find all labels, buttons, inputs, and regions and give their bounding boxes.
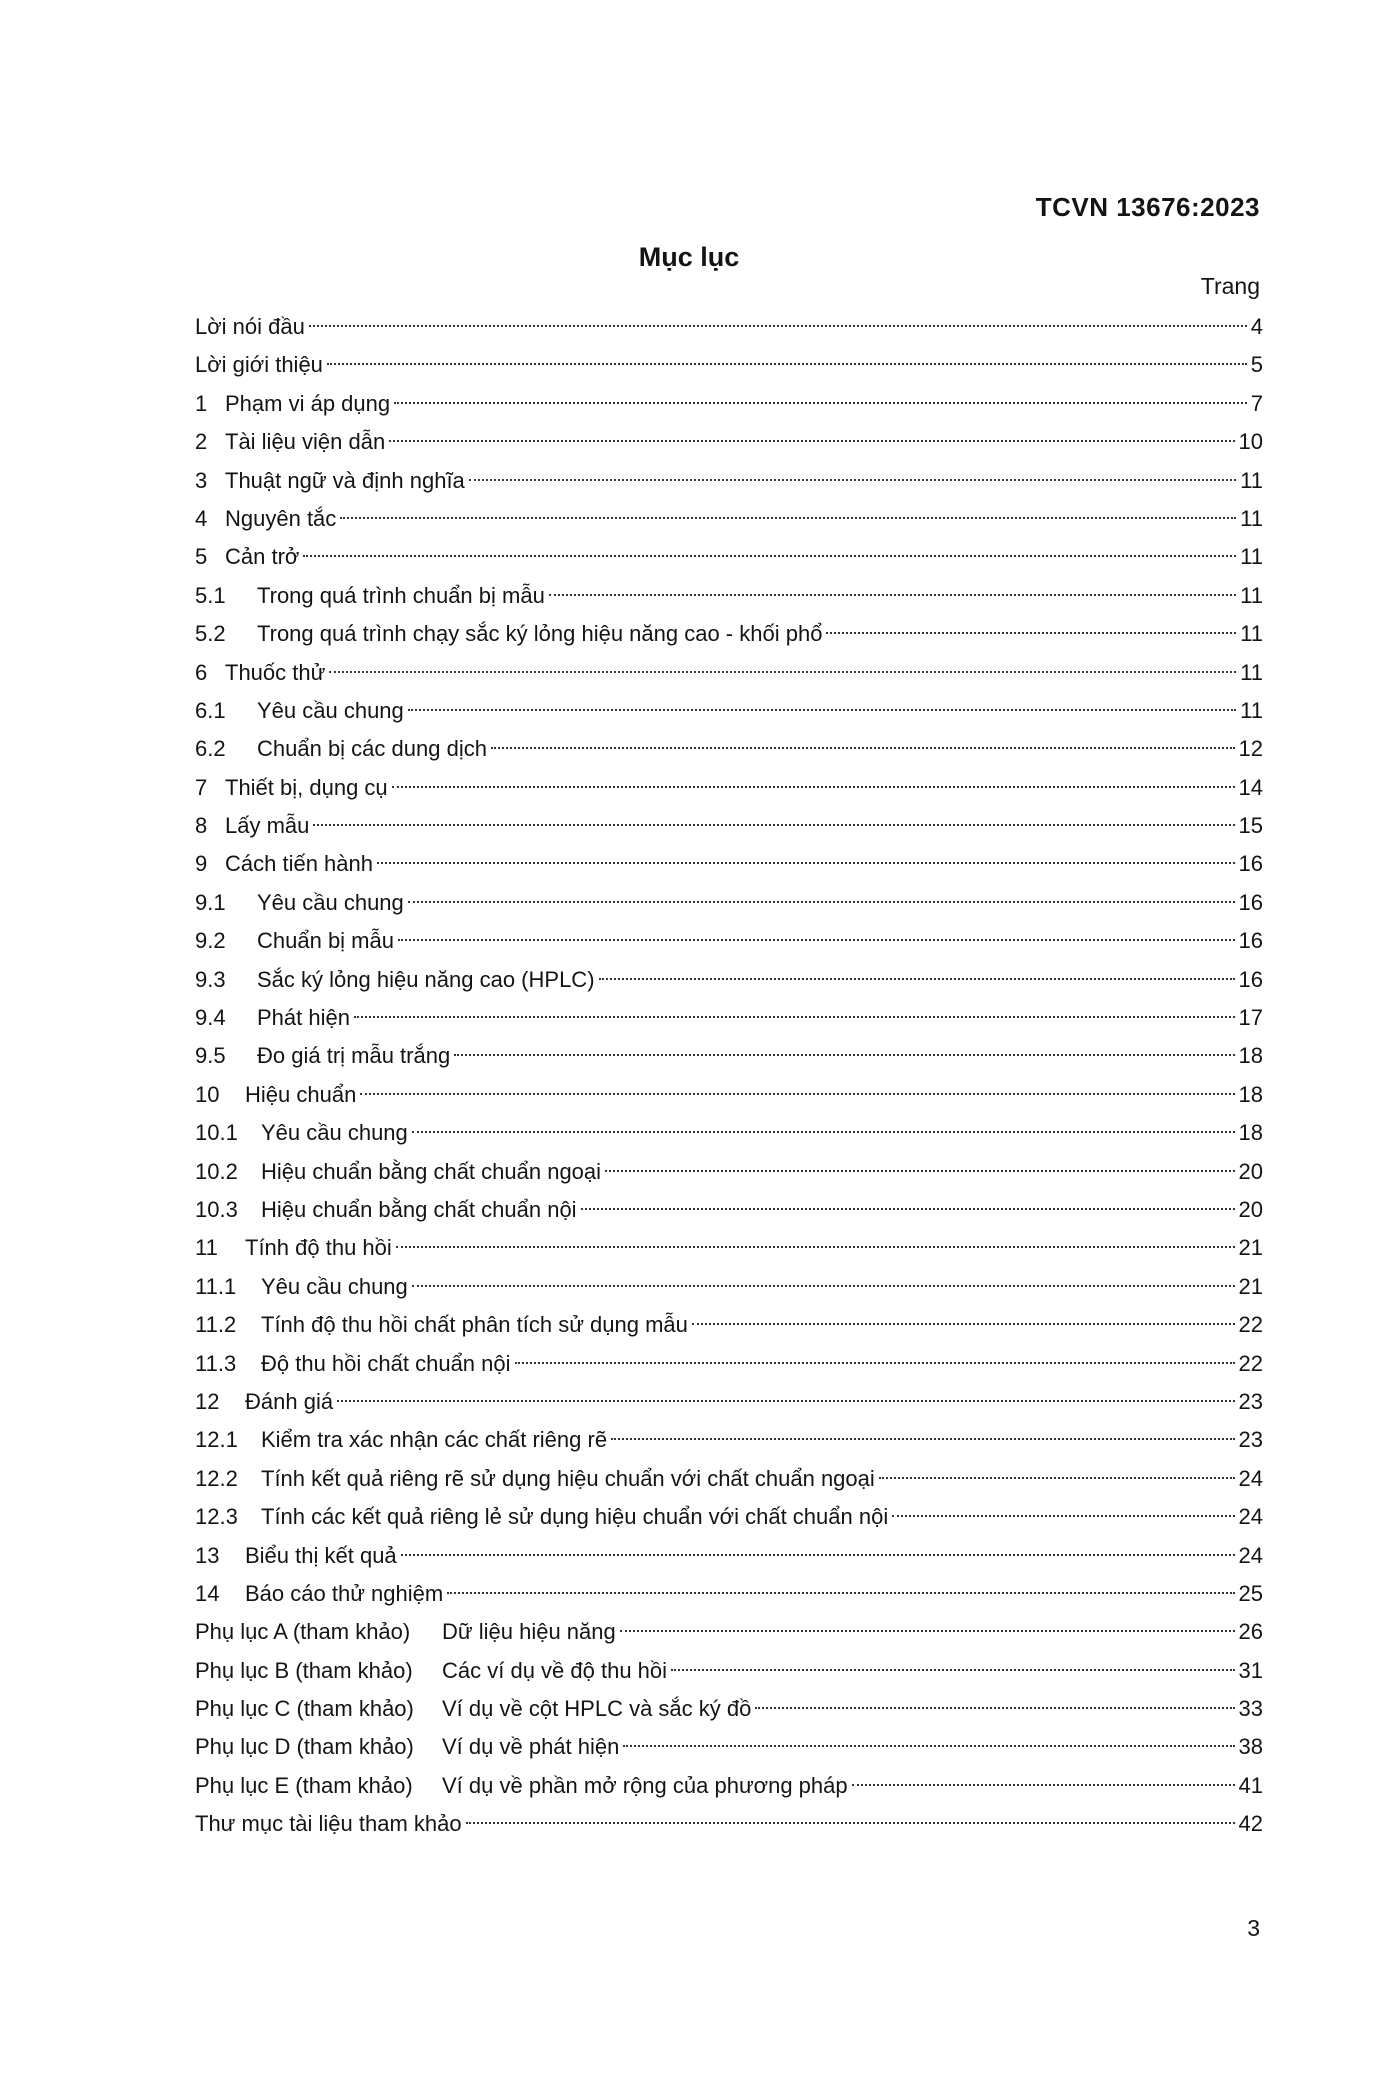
toc-dot-leader bbox=[549, 594, 1236, 596]
toc-entry bbox=[195, 1268, 1263, 1306]
toc-entry-number: Phụ lục E (tham khảo) bbox=[195, 1772, 413, 1798]
toc-dot-leader bbox=[826, 632, 1236, 634]
toc-entry bbox=[195, 1421, 1263, 1459]
toc-entry bbox=[195, 1037, 1263, 1075]
toc-dot-leader bbox=[327, 363, 1247, 365]
toc-entry bbox=[195, 577, 1263, 615]
toc-entry-page: 38 bbox=[1238, 1734, 1263, 1760]
toc-dot-leader bbox=[892, 1515, 1234, 1517]
toc-entry-page: 16 bbox=[1238, 889, 1263, 915]
toc-entry-label: Thuật ngữ và định nghĩa bbox=[225, 467, 465, 493]
toc-entry bbox=[195, 1652, 1263, 1690]
toc-entry bbox=[195, 999, 1263, 1037]
toc-entry-page: 11 bbox=[1240, 505, 1263, 531]
toc-entry-number: 6.2 bbox=[195, 736, 226, 762]
toc-entry-number: 14 bbox=[195, 1580, 220, 1606]
toc-entry-number: 11.2 bbox=[195, 1312, 237, 1338]
toc-entry bbox=[195, 807, 1263, 845]
toc-entry-number: 10 bbox=[195, 1081, 220, 1107]
toc-entry-label: Phát hiện bbox=[257, 1005, 350, 1031]
toc-entry-number: 8 bbox=[195, 813, 208, 839]
toc-entry-number: 4 bbox=[195, 505, 208, 531]
toc-dot-leader bbox=[599, 978, 1235, 980]
toc-entry-label: Nguyên tắc bbox=[225, 505, 337, 531]
toc-entry-label: Ví dụ về phát hiện bbox=[442, 1734, 620, 1760]
toc-entry-page: 12 bbox=[1238, 736, 1263, 762]
toc-entry-page: 24 bbox=[1238, 1504, 1263, 1530]
toc-entry-page: 11 bbox=[1240, 659, 1263, 685]
toc-entry-number: 10.1 bbox=[195, 1120, 238, 1146]
toc-entry-label: Yêu cầu chung bbox=[257, 697, 404, 723]
toc-entry-page: 18 bbox=[1238, 1120, 1263, 1146]
toc-dot-leader bbox=[377, 862, 1235, 864]
toc-entry bbox=[195, 385, 1263, 423]
toc-dot-leader bbox=[581, 1208, 1235, 1210]
toc-dot-leader bbox=[466, 1822, 1235, 1824]
toc-entry-page: 16 bbox=[1238, 966, 1263, 992]
toc-entry bbox=[195, 462, 1263, 500]
toc-entry-page: 20 bbox=[1238, 1196, 1263, 1222]
toc-entry-number: 7 bbox=[195, 774, 208, 800]
toc-dot-leader bbox=[879, 1477, 1235, 1479]
toc-entry-page: 24 bbox=[1238, 1542, 1263, 1568]
toc-entry-label: Đo giá trị mẫu trắng bbox=[257, 1043, 451, 1069]
toc-dot-leader bbox=[394, 402, 1247, 404]
toc-entry bbox=[195, 346, 1263, 384]
toc-entry bbox=[195, 1767, 1263, 1805]
toc-entry bbox=[195, 1728, 1263, 1766]
toc-entry-page: 18 bbox=[1238, 1043, 1263, 1069]
toc-entry-label: Trong quá trình chuẩn bị mẫu bbox=[257, 582, 545, 608]
toc-entry bbox=[195, 1537, 1263, 1575]
toc-dot-leader bbox=[389, 440, 1234, 442]
toc-entry-page: 26 bbox=[1238, 1619, 1263, 1645]
toc-dot-leader bbox=[329, 671, 1236, 673]
toc-dot-leader bbox=[313, 824, 1234, 826]
toc-entry bbox=[195, 1076, 1263, 1114]
toc-entry-page: 18 bbox=[1238, 1081, 1263, 1107]
toc-entry-label: Chuẩn bị các dung dịch bbox=[257, 736, 487, 762]
page-column-label: Trang bbox=[1200, 273, 1260, 299]
toc-dot-leader bbox=[303, 555, 1236, 557]
toc-entry-number: Phụ lục C (tham khảo) bbox=[195, 1696, 414, 1722]
toc-entry-page: 23 bbox=[1238, 1388, 1263, 1414]
toc-entry-number: 12.2 bbox=[195, 1465, 238, 1491]
toc-dot-leader bbox=[412, 1131, 1235, 1133]
toc-entry-number: 9.1 bbox=[195, 889, 226, 915]
toc-entry bbox=[195, 845, 1263, 883]
toc-entry-label: Sắc ký lỏng hiệu năng cao (HPLC) bbox=[257, 966, 595, 992]
toc-entry bbox=[195, 500, 1263, 538]
toc-entry bbox=[195, 961, 1263, 999]
toc-entry-label: Độ thu hồi chất chuẩn nội bbox=[261, 1350, 511, 1376]
toc-entry-number: 1 bbox=[195, 390, 208, 416]
toc-entry-label: Biểu thị kết quả bbox=[245, 1542, 397, 1568]
toc-entry-page: 21 bbox=[1238, 1273, 1263, 1299]
toc-entry-number: 9.3 bbox=[195, 966, 226, 992]
toc-entry bbox=[195, 1153, 1263, 1191]
toc-dot-leader bbox=[396, 1246, 1235, 1248]
toc-entry-page: 15 bbox=[1238, 813, 1263, 839]
toc-entry-page: 10 bbox=[1238, 429, 1263, 455]
toc-dot-leader bbox=[852, 1784, 1235, 1786]
toc-entry-page: 20 bbox=[1238, 1158, 1263, 1184]
toc-entry-number: Phụ lục B (tham khảo) bbox=[195, 1657, 413, 1683]
toc-dot-leader bbox=[447, 1592, 1234, 1594]
toc-entry-number: 9 bbox=[195, 851, 208, 877]
toc-entry-number: 6.1 bbox=[195, 697, 226, 723]
toc-entry-number: Phụ lục A (tham khảo) bbox=[195, 1619, 411, 1645]
toc-entry-label: Lời giới thiệu bbox=[195, 352, 323, 378]
toc-entry bbox=[195, 1191, 1263, 1229]
toc-entry-label: Cản trở bbox=[225, 544, 300, 570]
toc-entry-label: Dữ liệu hiệu năng bbox=[442, 1619, 616, 1645]
toc-entry bbox=[195, 692, 1263, 730]
toc-entry-number: 11 bbox=[195, 1235, 218, 1261]
toc-dot-leader bbox=[309, 325, 1247, 327]
toc-dot-leader bbox=[611, 1438, 1234, 1440]
toc-entry-number: 10.2 bbox=[195, 1158, 238, 1184]
toc-entry-label: Đánh giá bbox=[245, 1388, 334, 1414]
toc-entry-page: 22 bbox=[1238, 1312, 1263, 1338]
toc-entry bbox=[195, 1460, 1263, 1498]
toc-entry-number: Phụ lục D (tham khảo) bbox=[195, 1734, 414, 1760]
toc-entry-page: 42 bbox=[1238, 1811, 1263, 1837]
toc-dot-leader bbox=[671, 1669, 1234, 1671]
toc-entry-label: Trong quá trình chạy sắc ký lỏng hiệu năng cao - khối phổ bbox=[257, 621, 823, 647]
toc-entry-label: Cách tiến hành bbox=[225, 851, 373, 877]
toc-entry-label: Lấy mẫu bbox=[225, 813, 310, 839]
toc-entry-number: 11.1 bbox=[195, 1273, 237, 1299]
toc-entry-page: 7 bbox=[1250, 390, 1263, 416]
toc-entry bbox=[195, 615, 1263, 653]
toc-entry-number: 11.3 bbox=[195, 1350, 237, 1376]
toc-dot-leader bbox=[340, 517, 1236, 519]
toc-entry bbox=[195, 1114, 1263, 1152]
toc-entry-page: 16 bbox=[1238, 928, 1263, 954]
toc-entry bbox=[195, 538, 1263, 576]
toc-entry-page: 11 bbox=[1240, 467, 1263, 493]
toc-entry-number: 6 bbox=[195, 659, 208, 685]
toc-entry-page: 33 bbox=[1238, 1696, 1263, 1722]
toc-entry-label: Tài liệu viện dẫn bbox=[225, 429, 386, 455]
toc-entry-label: Yêu cầu chung bbox=[257, 889, 404, 915]
toc-entry-page: 25 bbox=[1238, 1580, 1263, 1606]
toc-entry-label: Ví dụ về cột HPLC và sắc ký đồ bbox=[442, 1696, 752, 1722]
toc-entry-number: 9.5 bbox=[195, 1043, 226, 1069]
toc-entry-label: Tính độ thu hồi chất phân tích sử dụng mẫu bbox=[261, 1312, 688, 1338]
toc-entry-label: Tính độ thu hồi bbox=[245, 1235, 392, 1261]
toc-entry-label: Chuẩn bị mẫu bbox=[257, 928, 394, 954]
toc-dot-leader bbox=[408, 709, 1236, 711]
toc-dot-leader bbox=[454, 1054, 1234, 1056]
toc-dot-leader bbox=[398, 939, 1235, 941]
toc-dot-leader bbox=[692, 1323, 1235, 1325]
toc-entry-number: 5.1 bbox=[195, 582, 226, 608]
toc-entry bbox=[195, 1613, 1263, 1651]
toc-entry bbox=[195, 423, 1263, 461]
toc-dot-leader bbox=[408, 901, 1235, 903]
toc-entry-page: 11 bbox=[1240, 621, 1263, 647]
toc-entry-page: 5 bbox=[1250, 352, 1263, 378]
toc-entry-label: Thuốc thử bbox=[225, 659, 326, 685]
toc-entry bbox=[195, 922, 1263, 960]
toc-entry-label: Tính kết quả riêng rẽ sử dụng hiệu chuẩn với chất chuẩn ngoại bbox=[261, 1465, 875, 1491]
toc-entry bbox=[195, 730, 1263, 768]
toc-entry-number: 9.2 bbox=[195, 928, 226, 954]
toc-entry-number: 3 bbox=[195, 467, 208, 493]
toc-dot-leader bbox=[360, 1093, 1234, 1095]
toc-entry-label: Ví dụ về phần mở rộng của phương pháp bbox=[442, 1772, 848, 1798]
toc-entry bbox=[195, 884, 1263, 922]
toc-entry-page: 14 bbox=[1238, 774, 1263, 800]
toc-entry-number: 5 bbox=[195, 544, 208, 570]
toc-entry-number: 10.3 bbox=[195, 1196, 238, 1222]
toc-entry bbox=[195, 1690, 1263, 1728]
toc-entry-page: 17 bbox=[1238, 1005, 1263, 1031]
toc-dot-leader bbox=[392, 786, 1235, 788]
page-number: 3 bbox=[1247, 1915, 1260, 1941]
toc-entry-number: 9.4 bbox=[195, 1005, 226, 1031]
toc-entry-page: 22 bbox=[1238, 1350, 1263, 1376]
toc-dot-leader bbox=[491, 747, 1235, 749]
toc-dot-leader bbox=[623, 1745, 1234, 1747]
toc-entry-number: 5.2 bbox=[195, 621, 226, 647]
toc-entry-label: Thiết bị, dụng cụ bbox=[225, 774, 388, 800]
toc-entry bbox=[195, 308, 1263, 346]
toc-entry-label: Yêu cầu chung bbox=[261, 1120, 408, 1146]
toc-entry-number: 12.3 bbox=[195, 1504, 238, 1530]
toc-entry-page: 41 bbox=[1238, 1772, 1263, 1798]
toc-dot-leader bbox=[620, 1630, 1235, 1632]
toc-entry-label: Thư mục tài liệu tham khảo bbox=[195, 1811, 462, 1837]
toc-entry-label: Hiệu chuẩn bbox=[245, 1081, 357, 1107]
toc-dot-leader bbox=[354, 1016, 1235, 1018]
toc-entry bbox=[195, 1575, 1263, 1613]
toc-title: Mục lục bbox=[638, 242, 740, 272]
toc-entry-page: 31 bbox=[1238, 1657, 1263, 1683]
standard-code: TCVN 13676:2023 bbox=[1035, 192, 1260, 222]
toc-entry bbox=[195, 1345, 1263, 1383]
toc-dot-leader bbox=[412, 1285, 1235, 1287]
toc-entry bbox=[195, 769, 1263, 807]
toc-entry-number: 12 bbox=[195, 1388, 220, 1414]
toc-entry bbox=[195, 1498, 1263, 1536]
toc-entry-label: Lời nói đầu bbox=[195, 314, 305, 339]
toc-entry-page: 11 bbox=[1240, 697, 1263, 723]
toc-entry-label: Tính các kết quả riêng lẻ sử dụng hiệu chuẩn với chất chuẩn nội bbox=[261, 1504, 889, 1530]
toc-entry-page: 11 bbox=[1240, 544, 1263, 570]
toc-dot-leader bbox=[755, 1707, 1234, 1709]
toc-dot-leader bbox=[469, 479, 1236, 481]
toc-entry-label: Phạm vi áp dụng bbox=[225, 390, 391, 416]
toc-entry bbox=[195, 1306, 1263, 1344]
toc-entry-number: 12.1 bbox=[195, 1427, 238, 1453]
toc-entry bbox=[195, 1383, 1263, 1421]
toc-entry-page: 24 bbox=[1238, 1465, 1263, 1491]
toc-entry bbox=[195, 1805, 1263, 1843]
toc-entry-page: 21 bbox=[1238, 1235, 1263, 1261]
toc-entry-label: Báo cáo thử nghiệm bbox=[245, 1580, 444, 1606]
toc-entry bbox=[195, 654, 1263, 692]
toc-entry-number: 2 bbox=[195, 429, 208, 455]
toc-dot-leader bbox=[515, 1362, 1235, 1364]
toc-entry-number: 13 bbox=[195, 1542, 220, 1568]
toc-entry-page: 11 bbox=[1240, 582, 1263, 608]
table-of-contents bbox=[195, 308, 1263, 1844]
toc-entry bbox=[195, 1229, 1263, 1267]
toc-entry-label: Các ví dụ về độ thu hồi bbox=[442, 1657, 668, 1683]
toc-entry-page: 4 bbox=[1250, 314, 1263, 339]
toc-entry-label: Kiểm tra xác nhận các chất riêng rẽ bbox=[261, 1427, 608, 1453]
toc-entry-label: Hiệu chuẩn bằng chất chuẩn nội bbox=[261, 1196, 577, 1222]
toc-dot-leader bbox=[605, 1170, 1234, 1172]
toc-entry-page: 16 bbox=[1238, 851, 1263, 877]
toc-entry-page: 23 bbox=[1238, 1427, 1263, 1453]
toc-dot-leader bbox=[337, 1400, 1234, 1402]
toc-entry-label: Hiệu chuẩn bằng chất chuẩn ngoại bbox=[261, 1158, 602, 1184]
toc-dot-leader bbox=[401, 1554, 1235, 1556]
toc-entry-label: Yêu cầu chung bbox=[261, 1273, 408, 1299]
